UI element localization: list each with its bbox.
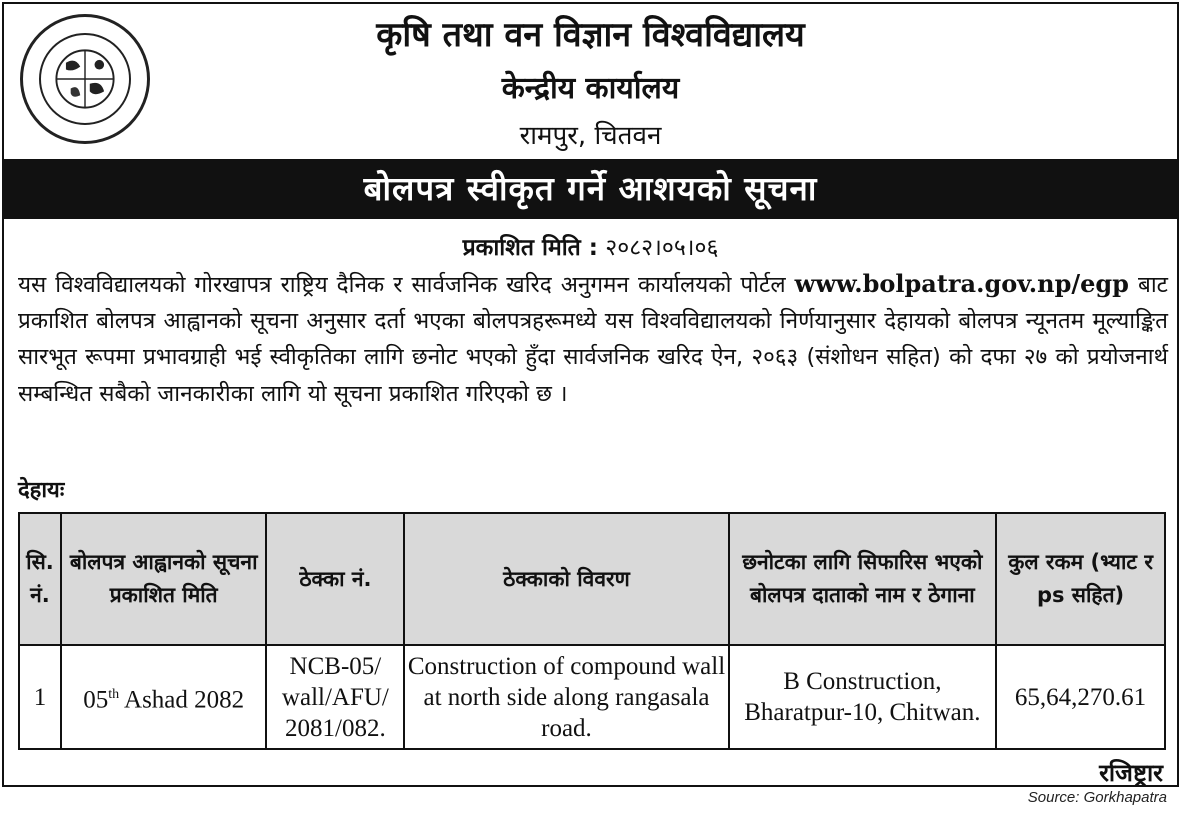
- cell-notice-date: [61, 645, 267, 749]
- cell-serial-no: 1: [19, 645, 61, 749]
- cell-amount: 65,64,270.61: [996, 645, 1165, 749]
- notice-body-part1: यस विश्वविद्यालयको गोरखापत्र राष्ट्रिय दैनिक र सार्वजनिक खरिद अनुगमन कार्यालयको पोर्टल: [18, 272, 786, 298]
- notice-body: [18, 266, 1168, 412]
- notice-card: [2, 2, 1179, 787]
- table-row: [19, 645, 1165, 749]
- office-location: रामपुर, चितवन: [519, 121, 662, 151]
- registrar-signature: रजिष्ट्रार: [1099, 759, 1163, 787]
- university-name: कृषि तथा वन विज्ञान विश्वविद्यालय: [376, 15, 805, 55]
- date-day: 05: [83, 686, 109, 714]
- header-bidder: छनोटका लागि सिफारिस भएको बोलपत्र दाताको नाम र ठेगाना: [729, 513, 997, 645]
- source-credit: Source: Gorkhapatra: [1027, 789, 1167, 806]
- notice-title: बोलपत्र स्वीकृत गर्ने आशयको सूचना: [4, 159, 1177, 219]
- date-rest: Ashad 2082: [124, 686, 245, 714]
- publication-date-value: २०८२।०५।०६: [605, 235, 719, 261]
- office-name: केन्द्रीय कार्यालय: [501, 71, 680, 106]
- notice-body-part2: बाट प्रकाशित बोलपत्र आह्वानको सूचना अनुसार दर्ता भएका बोलपत्रहरूमध्ये यस विश्वविद्यालयको निर्णयानुसार देहायको बोलपत्र न्यूनतम मूल्याङ्कित सारभूत रूपमा प्रभावग्राही भई स्वीकृतिका लागि छनोट भएको हुँदा सार्वजनिक खरिद ऐन, २०६३ (संशोधन सहित) को दफा २७ को प्रयोजनार्थ सम्बन्धित सबैको जानकारीका लागि यो सूचना प्रकाशित गरिएको छ ।: [18, 272, 1169, 407]
- details-label: देहायः: [18, 478, 65, 503]
- header-description: ठेक्काको विवरण: [404, 513, 728, 645]
- award-table: [18, 512, 1166, 750]
- table-header-row: [19, 513, 1165, 645]
- header-contract-no: ठेक्का नं.: [266, 513, 404, 645]
- date-suffix: th: [108, 686, 120, 702]
- publication-date: [4, 230, 1177, 262]
- cell-contract-no: NCB-05/ wall/AFU/ 2081/082.: [266, 645, 404, 749]
- header-serial-no: सि. नं.: [19, 513, 61, 645]
- bolpatra-portal-link[interactable]: www.bolpatra.gov.np/egp: [794, 269, 1129, 298]
- cell-bidder: B Construction, Bharatpur-10, Chitwan.: [729, 645, 997, 749]
- publication-date-label: प्रकाशित मिति :: [462, 235, 598, 261]
- header-amount: कुल रकम (भ्याट र ps सहित): [996, 513, 1165, 645]
- cell-description: Construction of compound wall at north side along rangasala road.: [404, 645, 728, 749]
- header-notice-date: बोलपत्र आह्वानको सूचना प्रकाशित मिति: [61, 513, 267, 645]
